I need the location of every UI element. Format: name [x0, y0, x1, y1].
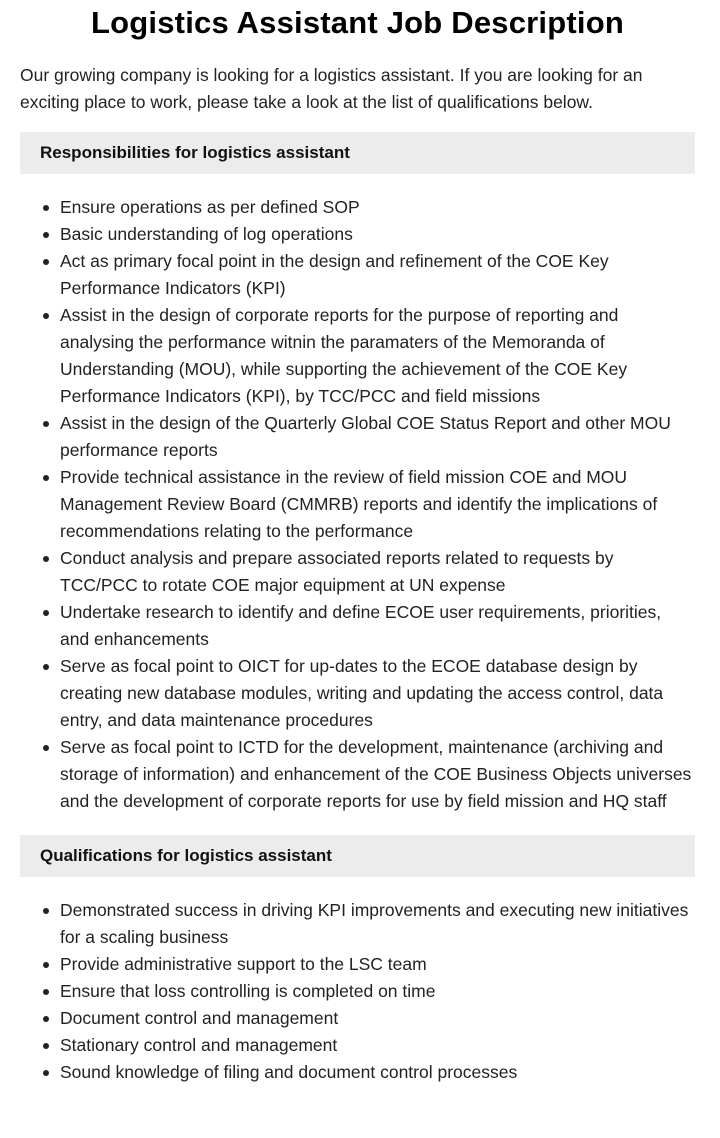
list-item-text: Sound knowledge of filing and document control processes	[60, 1062, 518, 1082]
list-item	[60, 1032, 695, 1059]
list-item-text: Conduct analysis and prepare associated reports related to requests by TCC/PCC to rotate COE major equipment at UN expense	[60, 548, 614, 595]
list-item	[60, 302, 695, 410]
list-item-text: Act as primary focal point in the design and refinement of the COE Key Performance Indicators (KPI)	[60, 251, 609, 298]
bullet-icon	[43, 610, 49, 616]
list-item	[60, 248, 695, 302]
list-item-text: Serve as focal point to OICT for up-dates to the ECOE database design by creating new database modules, writing and updating the access control, data entry, and data maintenance procedures	[60, 656, 664, 730]
list-item-text: Demonstrated success in driving KPI improvements and executing new initiatives for a scaling business	[60, 900, 689, 947]
list-item-text: Stationary control and management	[60, 1035, 338, 1055]
bullet-icon	[43, 1043, 49, 1049]
list-item-text: Provide technical assistance in the review of field mission COE and MOU Management Review Board (CMMRB) reports and identify the implications of recommendations relating to the performance	[60, 467, 658, 541]
bullet-icon	[43, 556, 49, 562]
responsibilities-heading: Responsibilities for logistics assistant	[20, 132, 695, 174]
list-item-text: Provide administrative support to the LSC team	[60, 954, 427, 974]
intro-paragraph: Our growing company is looking for a logistics assistant. If you are looking for an exciting place to work, please take a look at the list of qualifications below.	[20, 65, 643, 112]
qualifications-list	[20, 897, 695, 1086]
list-item	[60, 545, 695, 599]
bullet-icon	[43, 664, 49, 670]
list-item-text: Basic understanding of log operations	[60, 224, 353, 244]
bullet-icon	[43, 475, 49, 481]
bullet-icon	[43, 1070, 49, 1076]
list-item	[60, 464, 695, 545]
list-item	[60, 194, 695, 221]
list-item	[60, 221, 695, 248]
bullet-icon	[43, 908, 49, 914]
qualifications-heading: Qualifications for logistics assistant	[20, 835, 695, 877]
bullet-icon	[43, 259, 49, 265]
bullet-icon	[43, 962, 49, 968]
list-item-text: Ensure that loss controlling is completed on time	[60, 981, 436, 1001]
list-item-text: Assist in the design of corporate reports for the purpose of reporting and analysing the performance witnin the paramaters of the Memoranda of Understanding (MOU), while supporting the achievement of the COE Key Performance Indicators (KPI), by TCC/PCC and field missions	[60, 305, 628, 406]
bullet-icon	[43, 421, 49, 427]
bullet-icon	[43, 745, 49, 751]
list-item	[60, 1005, 695, 1032]
page-title: Logistics Assistant Job Description	[91, 5, 624, 40]
bullet-icon	[43, 313, 49, 319]
list-item	[60, 951, 695, 978]
list-item	[60, 1059, 695, 1086]
list-item-text: Ensure operations as per defined SOP	[60, 197, 360, 217]
list-item-text: Assist in the design of the Quarterly Global COE Status Report and other MOU performance reports	[60, 413, 671, 460]
bullet-icon	[43, 989, 49, 995]
list-item-text: Undertake research to identify and define ECOE user requirements, priorities, and enhancements	[60, 602, 662, 649]
bullet-icon	[43, 205, 49, 211]
list-item	[60, 734, 695, 815]
list-item	[60, 410, 695, 464]
list-item	[60, 897, 695, 951]
bullet-icon	[43, 1016, 49, 1022]
list-item-text: Serve as focal point to ICTD for the development, maintenance (archiving and storage of information) and enhancement of the COE Business Objects universes and the development of corporate reports for use by field mission and HQ staff	[60, 737, 692, 811]
list-item	[60, 599, 695, 653]
bullet-icon	[43, 232, 49, 238]
list-item-text: Document control and management	[60, 1008, 339, 1028]
list-item	[60, 653, 695, 734]
list-item	[60, 978, 695, 1005]
responsibilities-list	[20, 194, 695, 815]
